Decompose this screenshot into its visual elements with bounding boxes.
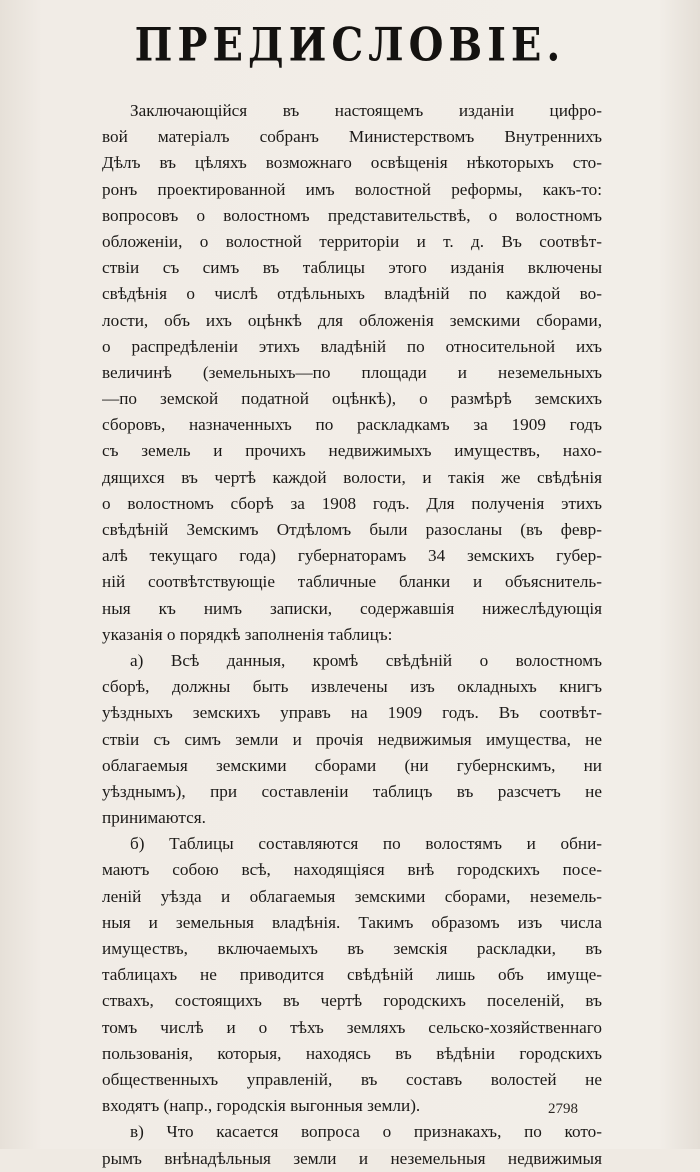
text-line: ронъ проектированной имъ волостной реформы, какъ-то: [102, 179, 602, 199]
text-line: сборовъ, назначенныхъ по раскладкамъ за 1909 годъ [102, 415, 602, 435]
text-line: входятъ (напр., городскiя выгонныя земли). [102, 1096, 421, 1116]
paragraph-c [102, 1119, 602, 1171]
text-line: вой матерiалъ собранъ Министерствомъ Внутреннихъ [102, 127, 602, 147]
paragraph-intro [102, 98, 602, 648]
text-line: ныя и земельныя владѣнiя. Такимъ образомъ изъ числа [102, 912, 602, 932]
text-line: обложенiи, о волостной территорiи и т. д. Въ соотвѣт- [102, 231, 602, 251]
text-line: указанiя о порядкѣ заполненiя таблицъ: [102, 624, 393, 644]
text-line: в) Что касается вопроса о признакахъ, по кото- [130, 1122, 602, 1142]
text-line: о волостномъ сборѣ за 1908 годъ. Для полученiя этихъ [102, 493, 602, 513]
text-line: съ земель и прочихъ недвижимыхъ имуществъ, нахо- [102, 441, 602, 461]
text-line: принимаются. [102, 808, 206, 828]
text-line: ленiй уѣзда и облагаемыя земскими сборами, неземель- [102, 886, 602, 906]
text-line: свѣдѣнiя о числѣ отдѣльныхъ владѣнiй по каждой во- [102, 284, 602, 304]
paragraph-a [102, 648, 602, 831]
text-line: —по земской податной оцѣнкѣ), о размѣрѣ земскихъ [102, 389, 602, 409]
text-line: таблицахъ не приводится свѣдѣнiй лишь объ имуще- [102, 965, 602, 985]
text-line: б) Таблицы составляются по волостямъ и обни- [130, 834, 602, 854]
text-line: уѣзднымъ), при составленiи таблицъ въ разсчетъ не [102, 781, 602, 801]
text-line: пользованiя, которыя, находясь въ вѣдѣнiи городскихъ [102, 1043, 602, 1063]
text-line: уѣздныхъ земскихъ управъ на 1909 годъ. Въ соотвѣт- [102, 703, 602, 723]
text-line: Дѣлъ въ цѣляхъ возможнаго освѣщенiя нѣкоторыхъ сто- [102, 153, 602, 173]
text-line: нiй соотвѣтствующiе табличные бланки и объяснитель- [102, 572, 602, 592]
paragraph-b [102, 831, 602, 1119]
text-line: ствiи съ симъ земли и прочiя недвижимыя имущества, не [102, 729, 602, 749]
text-line: свѣдѣнiй Земскимъ Отдѣломъ были разосланы (въ февр- [102, 520, 602, 539]
text-line: томъ числѣ и о тѣхъ земляхъ сельско-хозяйственнаго [102, 1017, 602, 1037]
text-line: вопросовъ о волостномъ представительствѣ, о волостномъ [102, 205, 602, 225]
text-line: Заключающiйся въ настоящемъ изданiи цифро- [130, 101, 602, 120]
text-line: ствахъ, состоящихъ въ чертѣ городскихъ поселенiй, въ [102, 991, 602, 1011]
page-number: 2798 [548, 1101, 578, 1117]
document-body [102, 98, 602, 1172]
text-line: о распредѣленiи этихъ владѣнiй по относительной ихъ [102, 336, 602, 356]
text-line: общественныхъ управленiй, въ составъ волостей не [102, 1069, 602, 1089]
text-line: облагаемыя земскими сборами (ни губернскимъ, ни [102, 755, 602, 775]
text-line: а) Всѣ данныя, кромѣ свѣдѣнiй о волостномъ [130, 650, 602, 670]
text-line: рымъ внѣнадѣльныя земли и неземельныя недвижимыя [102, 1148, 602, 1168]
text-line: величинѣ (земельныхъ—по площади и неземельныхъ [102, 362, 602, 382]
text-line: маютъ собою всѣ, находящiяся внѣ городскихъ посе- [102, 860, 602, 880]
text-line: ныя къ нимъ записки, содержавшiя нижеслѣдующiя [102, 598, 602, 618]
text-line: имуществъ, включаемыхъ въ земскiя раскладки, въ [102, 939, 602, 958]
page-title: ПРЕДИСЛОВIЕ. [134, 18, 566, 73]
text-line: ствiи съ симъ въ таблицы этого изданiя включены [102, 258, 602, 278]
text-line: алѣ текущаго года) губернаторамъ 34 земскихъ губер- [102, 546, 602, 566]
text-line: дящихся въ чертѣ каждой волости, и такiя же свѣдѣнiя [102, 467, 602, 487]
text-line: сборѣ, должны быть извлечены изъ окладныхъ книгъ [102, 677, 602, 697]
text-line: лости, объ ихъ оцѣнкѣ для обложенiя земскими сборами, [102, 310, 602, 330]
